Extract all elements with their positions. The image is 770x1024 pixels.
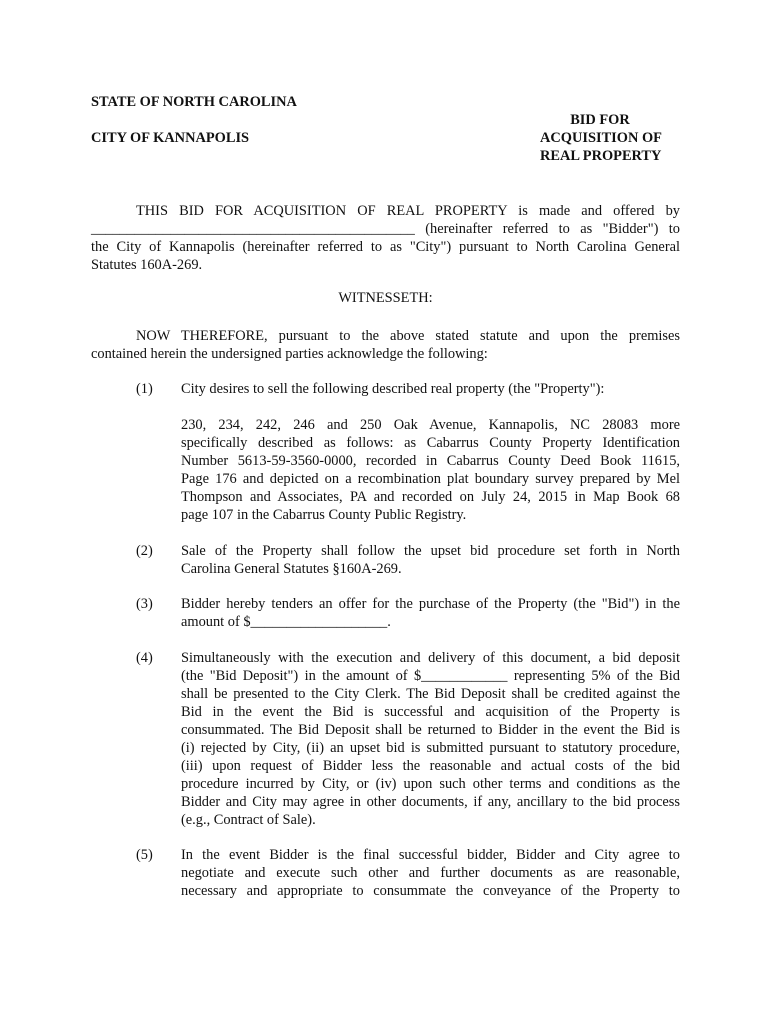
- item-4-line-3: shall be presented to the City Clerk. The Bid Deposit shall be credited against the: [181, 686, 680, 702]
- item-4-line-9: Bidder and City may agree in other documents, if any, ancillary to the bid process: [181, 794, 680, 810]
- item-number-5: (5): [136, 847, 153, 863]
- item-number-1: (1): [136, 381, 153, 397]
- intro-line-2: _____________________________________________ (hereinafter referred to as "Bidder") to: [91, 221, 680, 237]
- state-heading: STATE OF NORTH CAROLINA: [91, 94, 297, 110]
- title-line-1: BID FOR: [570, 112, 630, 128]
- item-5-line-2: negotiate and execute such other and further documents as are reasonable,: [181, 865, 680, 881]
- title-line-3: REAL PROPERTY: [540, 148, 662, 164]
- item-1-sub-line-5: Thompson and Associates, PA and recorded on July 24, 2015 in Map Book 68: [181, 489, 680, 505]
- item-1-sub-line-1: 230, 234, 242, 246 and 250 Oak Avenue, Kannapolis, NC 28083 more: [181, 417, 680, 433]
- item-4-line-2: (the "Bid Deposit") in the amount of $____________ representing 5% of the Bid: [181, 668, 680, 684]
- item-4-line-4: Bid in the event the Bid is successful and acquisition of the Property is: [181, 704, 680, 720]
- title-line-2: ACQUISITION OF: [540, 130, 662, 146]
- intro-line-4: Statutes 160A-269.: [91, 257, 203, 273]
- item-4-line-10: (e.g., Contract of Sale).: [181, 812, 316, 828]
- item-5-line-1: In the event Bidder is the final successful bidder, Bidder and City agree to: [181, 847, 680, 863]
- intro-line-3: the City of Kannapolis (hereinafter referred to as "City") pursuant to North Carolina General: [91, 239, 680, 255]
- item-2-line-2: Carolina General Statutes §160A-269.: [181, 561, 402, 577]
- item-1-sub-line-6: page 107 in the Cabarrus County Public Registry.: [181, 507, 467, 523]
- item-1-sub-line-2: specifically described as follows: as Cabarrus County Property Identification: [181, 435, 680, 451]
- item-3-line-1: Bidder hereby tenders an offer for the purchase of the Property (the "Bid") in the: [181, 596, 680, 612]
- item-1-sub-line-3: Number 5613-59-3560-0000, recorded in Cabarrus County Deed Book 11615,: [181, 453, 680, 469]
- now-therefore-line-1: NOW THEREFORE, pursuant to the above stated statute and upon the premises: [136, 328, 680, 344]
- item-1-line-1: City desires to sell the following described real property (the "Property"):: [181, 381, 605, 397]
- intro-line-1: THIS BID FOR ACQUISITION OF REAL PROPERTY is made and offered by: [136, 203, 680, 219]
- witnesseth-heading: WITNESSETH:: [338, 290, 433, 306]
- item-4-line-1: Simultaneously with the execution and delivery of this document, a bid deposit: [181, 650, 680, 666]
- item-number-4: (4): [136, 650, 153, 666]
- item-4-line-7: (iii) upon request of Bidder less the reasonable and actual costs of the bid: [181, 758, 680, 774]
- city-heading: CITY OF KANNAPOLIS: [91, 130, 250, 146]
- item-4-line-5: consummated. The Bid Deposit shall be returned to Bidder in the event the Bid is: [181, 722, 680, 738]
- item-number-2: (2): [136, 543, 153, 559]
- item-5-line-3: necessary and appropriate to consummate the conveyance of the Property to: [181, 883, 680, 899]
- now-therefore-line-2: contained herein the undersigned parties acknowledge the following:: [91, 346, 488, 362]
- item-4-line-6: (i) rejected by City, (ii) an upset bid is submitted pursuant to statutory procedure,: [181, 740, 680, 756]
- item-1-sub-line-4: Page 176 and depicted on a recombination plat boundary survey prepared by Mel: [181, 471, 680, 487]
- item-number-3: (3): [136, 596, 153, 612]
- item-3-line-2: amount of $___________________.: [181, 614, 391, 630]
- item-2-line-1: Sale of the Property shall follow the upset bid procedure set forth in North: [181, 543, 680, 559]
- item-4-line-8: procedure incurred by City, or (iv) upon such other terms and conditions as the: [181, 776, 680, 792]
